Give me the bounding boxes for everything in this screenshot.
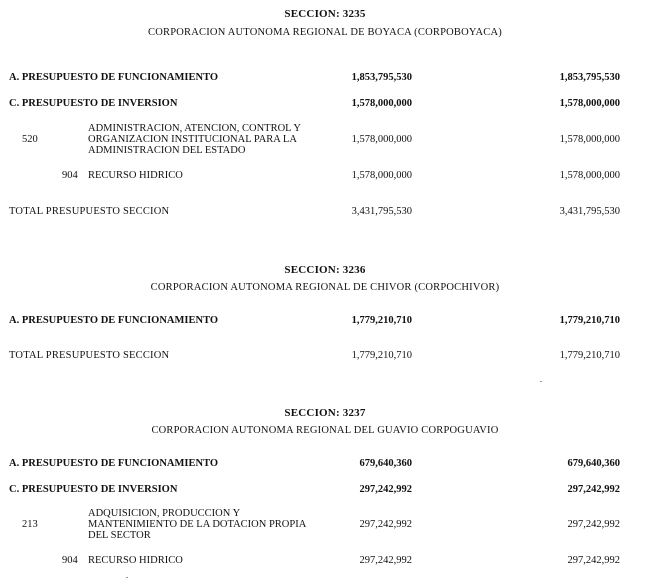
value-col-2: 297,242,992 (567, 519, 620, 530)
value-col-2: 3,431,795,530 (559, 206, 620, 217)
section-number: SECCION: 3236 (284, 264, 366, 276)
value-col-1: 297,242,992 (359, 555, 412, 566)
program-desc-line: ADMINISTRACION DEL ESTADO (88, 145, 246, 156)
program-desc-line: DEL SECTOR (88, 530, 151, 541)
value-col-1: 297,242,992 (359, 484, 412, 495)
value-col-2: 1,779,210,710 (559, 315, 620, 326)
subprogram-desc: RECURSO HIDRICO (88, 555, 183, 566)
value-col-1: 1,578,000,000 (351, 98, 412, 109)
table-row (0, 123, 650, 159)
row-label: TOTAL PRESUPUESTO SECCION (9, 350, 170, 361)
program-code: 520 (22, 134, 38, 145)
program-desc-line: ORGANIZACION INSTITUCIONAL PARA LA (88, 134, 297, 145)
table-row (0, 170, 650, 184)
value-col-1: 1,578,000,000 (351, 134, 412, 145)
value-col-2: 1,578,000,000 (559, 170, 620, 181)
program-desc-line: ADQUISICION, PRODUCCION Y (88, 508, 241, 519)
value-col-2: 1,578,000,000 (559, 134, 620, 145)
table-row (0, 315, 650, 329)
value-col-1: 3,431,795,530 (351, 206, 412, 217)
subprogram-code: 904 (62, 170, 78, 181)
value-col-2: 1,853,795,530 (559, 72, 620, 83)
section-number: SECCION: 3237 (284, 407, 366, 419)
subprogram-desc: RECURSO HIDRICO (88, 170, 183, 181)
value-col-1: 1,578,000,000 (351, 170, 412, 181)
subprogram-code: 904 (62, 555, 78, 566)
table-row (0, 98, 650, 112)
value-col-2: 1,779,210,710 (559, 350, 620, 361)
table-row-total (0, 350, 650, 364)
value-col-1: 1,779,210,710 (351, 350, 412, 361)
row-label: A. PRESUPUESTO DE FUNCIONAMIENTO (9, 72, 219, 83)
table-row (0, 458, 650, 472)
row-label: A. PRESUPUESTO DE FUNCIONAMIENTO (9, 458, 219, 469)
row-label: TOTAL PRESUPUESTO SECCION (9, 206, 170, 217)
table-row (0, 508, 650, 544)
program-code: 213 (22, 519, 38, 530)
value-col-2: 297,242,992 (567, 484, 620, 495)
value-col-1: 1,779,210,710 (351, 315, 412, 326)
program-desc-line: MANTENIMIENTO DE LA DOTACION PROPIA (88, 519, 307, 530)
section-name: CORPORACION AUTONOMA REGIONAL DE CHIVOR (CORPOCHIVOR) (150, 282, 500, 293)
row-label: C. PRESUPUESTO DE INVERSION (9, 484, 178, 495)
section-number: SECCION: 3235 (284, 8, 366, 20)
row-label: C. PRESUPUESTO DE INVERSION (9, 98, 178, 109)
table-row (0, 72, 650, 86)
section-name: CORPORACION AUTONOMA REGIONAL DE BOYACA (CORPOBOYACA) (148, 27, 502, 38)
scan-speck (126, 577, 128, 578)
value-col-2: 297,242,992 (567, 555, 620, 566)
value-col-1: 297,242,992 (359, 519, 412, 530)
table-row (0, 484, 650, 498)
scan-speck (540, 381, 542, 382)
value-col-1: 1,853,795,530 (351, 72, 412, 83)
program-desc-line: ADMINISTRACION, ATENCION, CONTROL Y (88, 123, 302, 134)
value-col-1: 679,640,360 (359, 458, 412, 469)
table-row-total (0, 206, 650, 220)
row-label: A. PRESUPUESTO DE FUNCIONAMIENTO (9, 315, 219, 326)
table-row (0, 555, 650, 569)
value-col-2: 679,640,360 (567, 458, 620, 469)
section-name: CORPORACION AUTONOMA REGIONAL DEL GUAVIO CORPOGUAVIO (151, 425, 499, 436)
value-col-2: 1,578,000,000 (559, 98, 620, 109)
